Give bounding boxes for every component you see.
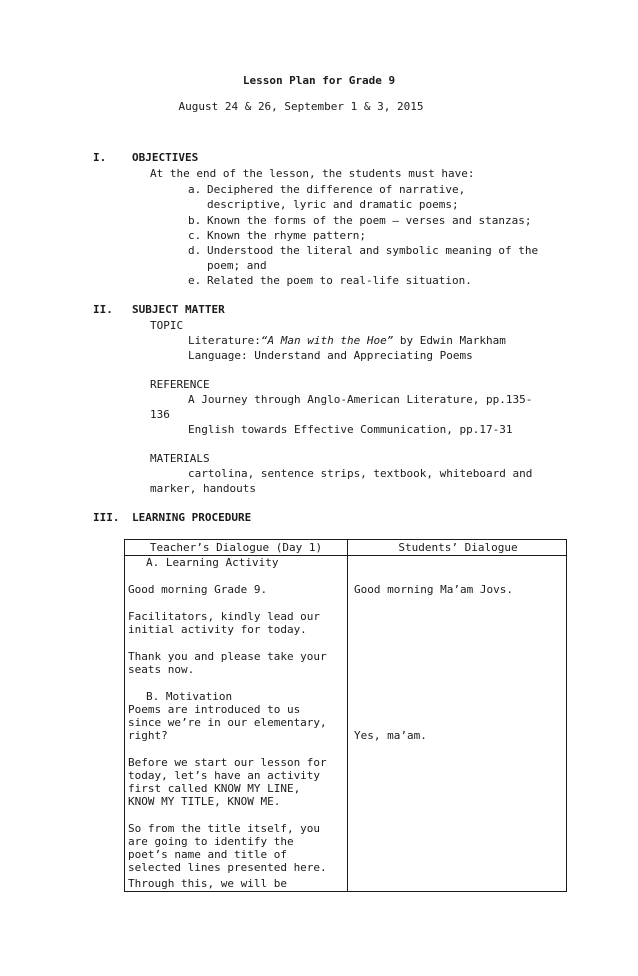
objective-letter-c: c. <box>188 229 202 242</box>
teacher-sofrom-3: poet’s name and title of <box>128 848 287 861</box>
objectives-heading: OBJECTIVES <box>132 151 199 164</box>
reference-label: REFERENCE <box>150 378 210 391</box>
materials-label: MATERIALS <box>150 452 210 465</box>
section-number-3: III. <box>93 511 120 524</box>
teacher-sofrom-4: selected lines presented here. <box>128 861 327 874</box>
objective-a-line-2: descriptive, lyric and dramatic poems; <box>207 198 459 211</box>
objective-d-line-1: Understood the literal and symbolic meaning of the <box>207 244 539 257</box>
teacher-poems-2: since we’re in our elementary, <box>128 716 327 729</box>
objectives-intro: At the end of the lesson, the students must have: <box>150 167 475 180</box>
teacher-section-b: B. Motivation <box>146 690 233 703</box>
document-dates: August 24 & 26, September 1 & 3, 2015 <box>178 100 424 113</box>
teacher-before-3: first called KNOW MY LINE, <box>128 782 301 795</box>
teacher-sofrom-1: So from the title itself, you <box>128 822 321 835</box>
teacher-before-2: today, let’s have an activity <box>128 769 321 782</box>
document-title: Lesson Plan for Grade 9 <box>242 74 396 87</box>
teacher-facilitators-2: initial activity for today. <box>128 623 307 636</box>
student-reply-greeting: Good morning Ma’am Jovs. <box>354 583 513 596</box>
teacher-facilitators-1: Facilitators, kindly lead our <box>128 610 321 623</box>
section-number-1: I. <box>93 151 107 164</box>
dialogue-table <box>124 539 567 892</box>
teacher-before-4: KNOW MY TITLE, KNOW ME. <box>128 795 281 808</box>
section-number-2: II. <box>93 303 113 316</box>
reference-1-line-2: 136 <box>150 408 170 421</box>
objective-letter-d: d. <box>188 244 202 257</box>
literature-author: by Edwin Markham <box>393 334 506 347</box>
subject-matter-heading: SUBJECT MATTER <box>132 303 225 316</box>
literature-prefix: Literature: <box>188 334 261 347</box>
teacher-greeting: Good morning Grade 9. <box>128 583 268 596</box>
learning-procedure-heading: LEARNING PROCEDURE <box>132 511 252 524</box>
teacher-thanks-2: seats now. <box>128 663 195 676</box>
student-reply-yes: Yes, ma’am. <box>354 729 427 742</box>
objective-b-line-1: Known the forms of the poem – verses and stanzas; <box>207 214 532 227</box>
table-column-divider <box>347 540 348 891</box>
literature-line <box>188 334 506 348</box>
objective-letter-a: a. <box>188 183 202 196</box>
teacher-thanks-1: Thank you and please take your <box>128 650 327 663</box>
teacher-through: Through this, we will be <box>128 877 287 890</box>
reference-1-line-1: A Journey through Anglo-American Literature, pp.135- <box>188 393 533 406</box>
literature-title: “A Man with the Hoe” <box>260 334 394 347</box>
objective-letter-e: e. <box>188 274 202 287</box>
teacher-section-a: A. Learning Activity <box>146 556 279 569</box>
topic-label: TOPIC <box>150 319 184 332</box>
reference-2: English towards Effective Communication, pp.17-31 <box>188 423 513 436</box>
materials-line-2: marker, handouts <box>150 482 256 495</box>
objective-e-line-1: Related the poem to real-life situation. <box>207 274 472 287</box>
objective-a-line-1: Deciphered the difference of narrative, <box>207 183 466 196</box>
teacher-poems-1: Poems are introduced to us <box>128 703 301 716</box>
header-teacher-dialogue: Teacher’s Dialogue (Day 1) <box>149 541 323 554</box>
teacher-poems-3: right? <box>128 729 168 742</box>
objective-d-line-2: poem; and <box>207 259 267 272</box>
teacher-before-1: Before we start our lesson for <box>128 756 327 769</box>
objective-c-line-1: Known the rhyme pattern; <box>207 229 366 242</box>
objective-letter-b: b. <box>188 214 202 227</box>
language-line: Language: Understand and Appreciating Poems <box>188 349 473 362</box>
materials-line-1: cartolina, sentence strips, textbook, whiteboard and <box>188 467 533 480</box>
teacher-sofrom-2: are going to identify the <box>128 835 294 848</box>
header-students-dialogue: Students’ Dialogue <box>398 541 518 554</box>
